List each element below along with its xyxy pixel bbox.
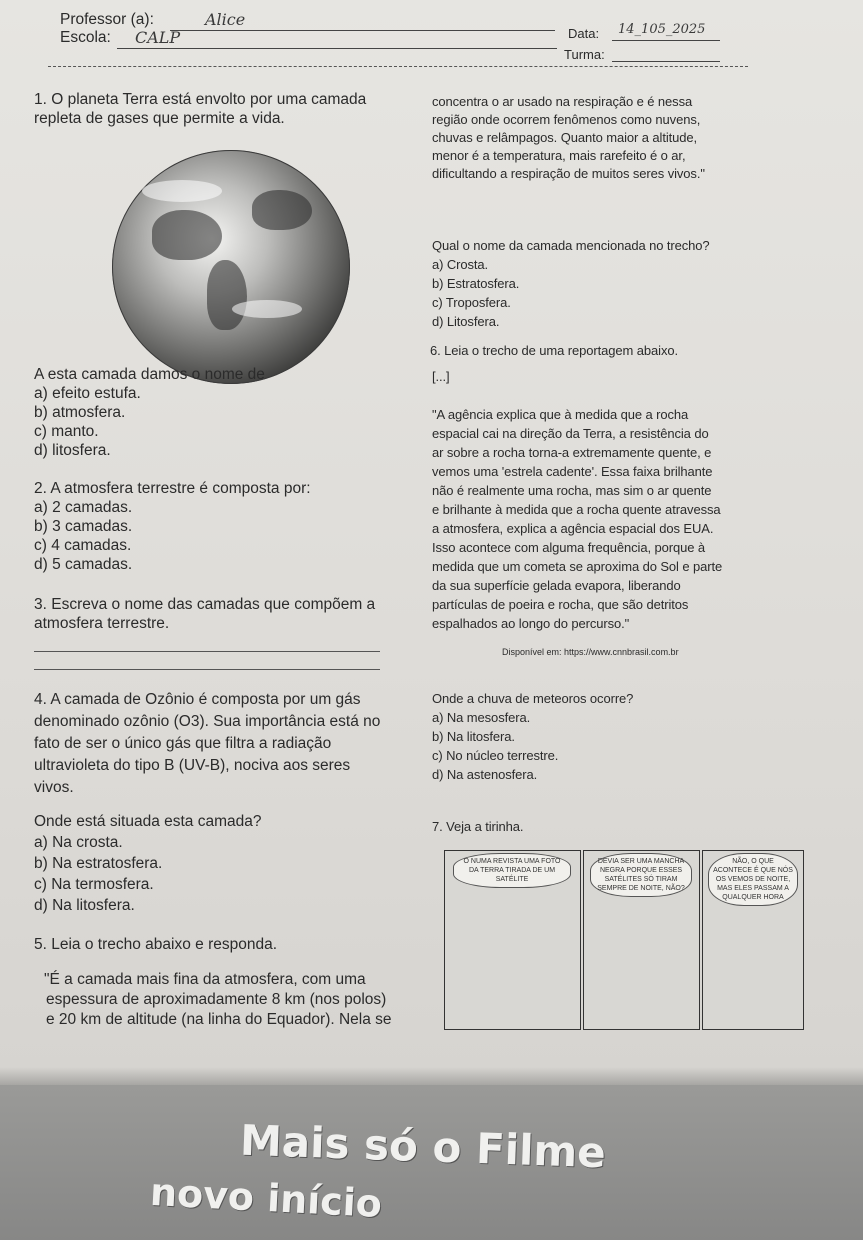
q1-option-d[interactable]: d) litosfera. xyxy=(34,442,111,459)
q6-source: Disponível em: https://www.cnnbrasil.com.br xyxy=(502,647,679,657)
q6-quote-line-7: a atmosfera, explica a agência espacial dos EUA. xyxy=(432,521,714,536)
q2-text: 2. A atmosfera terrestre é composta por: xyxy=(34,480,311,497)
q4-option-b[interactable]: b) Na estratosfera. xyxy=(34,855,163,872)
q4-text-line-5: vivos. xyxy=(34,779,74,796)
q5-cont-line-1: concentra o ar usado na respiração e é nessa xyxy=(432,94,693,109)
q5-option-c[interactable]: c) Troposfera. xyxy=(432,295,511,310)
handwriting-line-2: novo início xyxy=(149,1169,384,1227)
q3-text-line-2: atmosfera terrestre. xyxy=(34,615,170,632)
earth-globe-image xyxy=(112,150,350,384)
q6-quote-line-3: ar sobre a rocha torna-a extremamente quente, e xyxy=(432,445,712,460)
q4-option-d[interactable]: d) Na litosfera. xyxy=(34,897,135,914)
q3-text-line-1: 3. Escreva o nome das camadas que compõem a xyxy=(34,596,376,613)
q3-answer-line-1[interactable] xyxy=(34,651,380,652)
q6-text: 6. Leia o trecho de uma reportagem abaixo. xyxy=(430,343,679,358)
q4-text-line-2: denominado ozônio (O3). Sua importância está no xyxy=(34,713,381,730)
q4-option-a[interactable]: a) Na crosta. xyxy=(34,834,123,851)
q5-option-d[interactable]: d) Litosfera. xyxy=(432,314,500,329)
q5-quote-line-2: espessura de aproximadamente 8 km (nos polos) xyxy=(46,991,387,1008)
header-divider xyxy=(48,66,748,67)
q2-option-c[interactable]: c) 4 camadas. xyxy=(34,537,132,554)
q1-option-a[interactable]: a) efeito estufa. xyxy=(34,385,141,402)
q4-text-line-3: fato de ser o único gás que filtra a radiação xyxy=(34,735,332,752)
q1-option-b[interactable]: b) atmosfera. xyxy=(34,404,126,421)
q6-quote-line-9: medida que um cometa se aproxima do Sol e parte xyxy=(432,559,723,574)
comic-panel-1-text: O NUMA REVISTA UMA FOTO DA TERRA TIRADA DE UM SATÉLITE xyxy=(453,853,571,888)
q4-prompt: Onde está situada esta camada? xyxy=(34,813,262,830)
q5-cont-line-3: chuvas e relâmpagos. Quanto maior a altitude, xyxy=(432,130,698,145)
data-label: Data: xyxy=(568,26,600,41)
turma-label: Turma: xyxy=(564,47,605,62)
escola-line xyxy=(117,48,557,49)
q4-option-c[interactable]: c) Na termosfera. xyxy=(34,876,154,893)
turma-line xyxy=(612,61,720,62)
q6-option-c[interactable]: c) No núcleo terrestre. xyxy=(432,748,559,763)
q2-option-d[interactable]: d) 5 camadas. xyxy=(34,556,133,573)
q6-ellipsis: [...] xyxy=(432,369,450,384)
q4-text-line-1: 4. A camada de Ozônio é composta por um gás xyxy=(34,691,361,708)
comic-panel-2 xyxy=(583,850,700,1030)
q5-text: 5. Leia o trecho abaixo e responda. xyxy=(34,936,278,953)
q6-quote-line-1: "A agência explica que à medida que a rocha xyxy=(432,407,689,422)
q5-cont-prompt: Qual o nome da camada mencionada no trecho? xyxy=(432,238,710,253)
q4-text-line-4: ultravioleta do tipo B (UV-B), nociva aos seres xyxy=(34,757,351,774)
q1-option-c[interactable]: c) manto. xyxy=(34,423,99,440)
q6-option-d[interactable]: d) Na astenosfera. xyxy=(432,767,538,782)
q5-cont-line-5: dificultando a respiração de muitos seres vivos." xyxy=(432,166,705,181)
q1-prompt: A esta camada damos o nome de xyxy=(34,366,265,383)
comic-panel-3 xyxy=(702,850,804,1030)
q6-option-a[interactable]: a) Na mesosfera. xyxy=(432,710,531,725)
q5-cont-line-2: região onde ocorrem fenômenos como nuvens, xyxy=(432,112,701,127)
q2-option-a[interactable]: a) 2 camadas. xyxy=(34,499,133,516)
q5-option-a[interactable]: a) Crosta. xyxy=(432,257,489,272)
q3-answer-line-2[interactable] xyxy=(34,669,380,670)
page-fold-shadow xyxy=(0,1067,863,1085)
q6-option-b[interactable]: b) Na litosfera. xyxy=(432,729,515,744)
q5-cont-line-4: menor é a temperatura, mais rarefeito é o ar, xyxy=(432,148,686,163)
professor-value: Alice xyxy=(205,10,246,29)
q7-text: 7. Veja a tirinha. xyxy=(432,819,524,834)
q5-quote-line-1: "É a camada mais fina da atmosfera, com uma xyxy=(44,971,366,988)
data-value: 14_105_2025 xyxy=(618,22,706,37)
comic-panel-1 xyxy=(444,850,581,1030)
comic-panel-2-text: DEVIA SER UMA MANCHA NEGRA PORQUE ESSES SATÉLITES SÓ TIRAM SEMPRE DE NOITE, NÃO? xyxy=(590,853,692,897)
q6-prompt: Onde a chuva de meteoros ocorre? xyxy=(432,691,634,706)
comic-panel-3-text: NÃO, O QUE ACONTECE É QUE NÓS OS VEMOS DE NOITE, MAS ELES PASSAM A QUALQUER HORA xyxy=(708,853,798,906)
q5-option-b[interactable]: b) Estratosfera. xyxy=(432,276,520,291)
q5-quote-line-3: e 20 km de altitude (na linha do Equador). Nela se xyxy=(46,1011,392,1028)
q6-quote-line-6: e brilhante à medida que a rocha quente atravessa xyxy=(432,502,721,517)
professor-line xyxy=(170,30,555,31)
escola-label: Escola: xyxy=(60,29,111,46)
q6-quote-line-12: espalhados ao longo do percurso." xyxy=(432,616,630,631)
q6-quote-line-11: partículas de poeira e rocha, que são detritos xyxy=(432,597,689,612)
professor-label: Professor (a): xyxy=(60,11,154,28)
q6-quote-line-8: Isso acontece com alguma frequência, porque à xyxy=(432,540,706,555)
q6-quote-line-4: vemos uma 'estrela cadente'. Essa faixa brilhante xyxy=(432,464,713,479)
data-line xyxy=(612,40,720,41)
escola-value: CALP xyxy=(135,28,181,47)
q6-quote-line-10: da sua superfície gelada evapora, liberando xyxy=(432,578,681,593)
q1-text-line-2: repleta de gases que permite a vida. xyxy=(34,110,285,127)
q2-option-b[interactable]: b) 3 camadas. xyxy=(34,518,133,535)
q6-quote-line-2: espacial cai na direção da Terra, a resistência do xyxy=(432,426,709,441)
q6-quote-line-5: não é realmente uma rocha, mas sim o ar quente xyxy=(432,483,712,498)
handwriting-line-1: Mais só o Filme xyxy=(239,1115,607,1178)
q1-text-line-1: 1. O planeta Terra está envolto por uma camada xyxy=(34,91,367,108)
